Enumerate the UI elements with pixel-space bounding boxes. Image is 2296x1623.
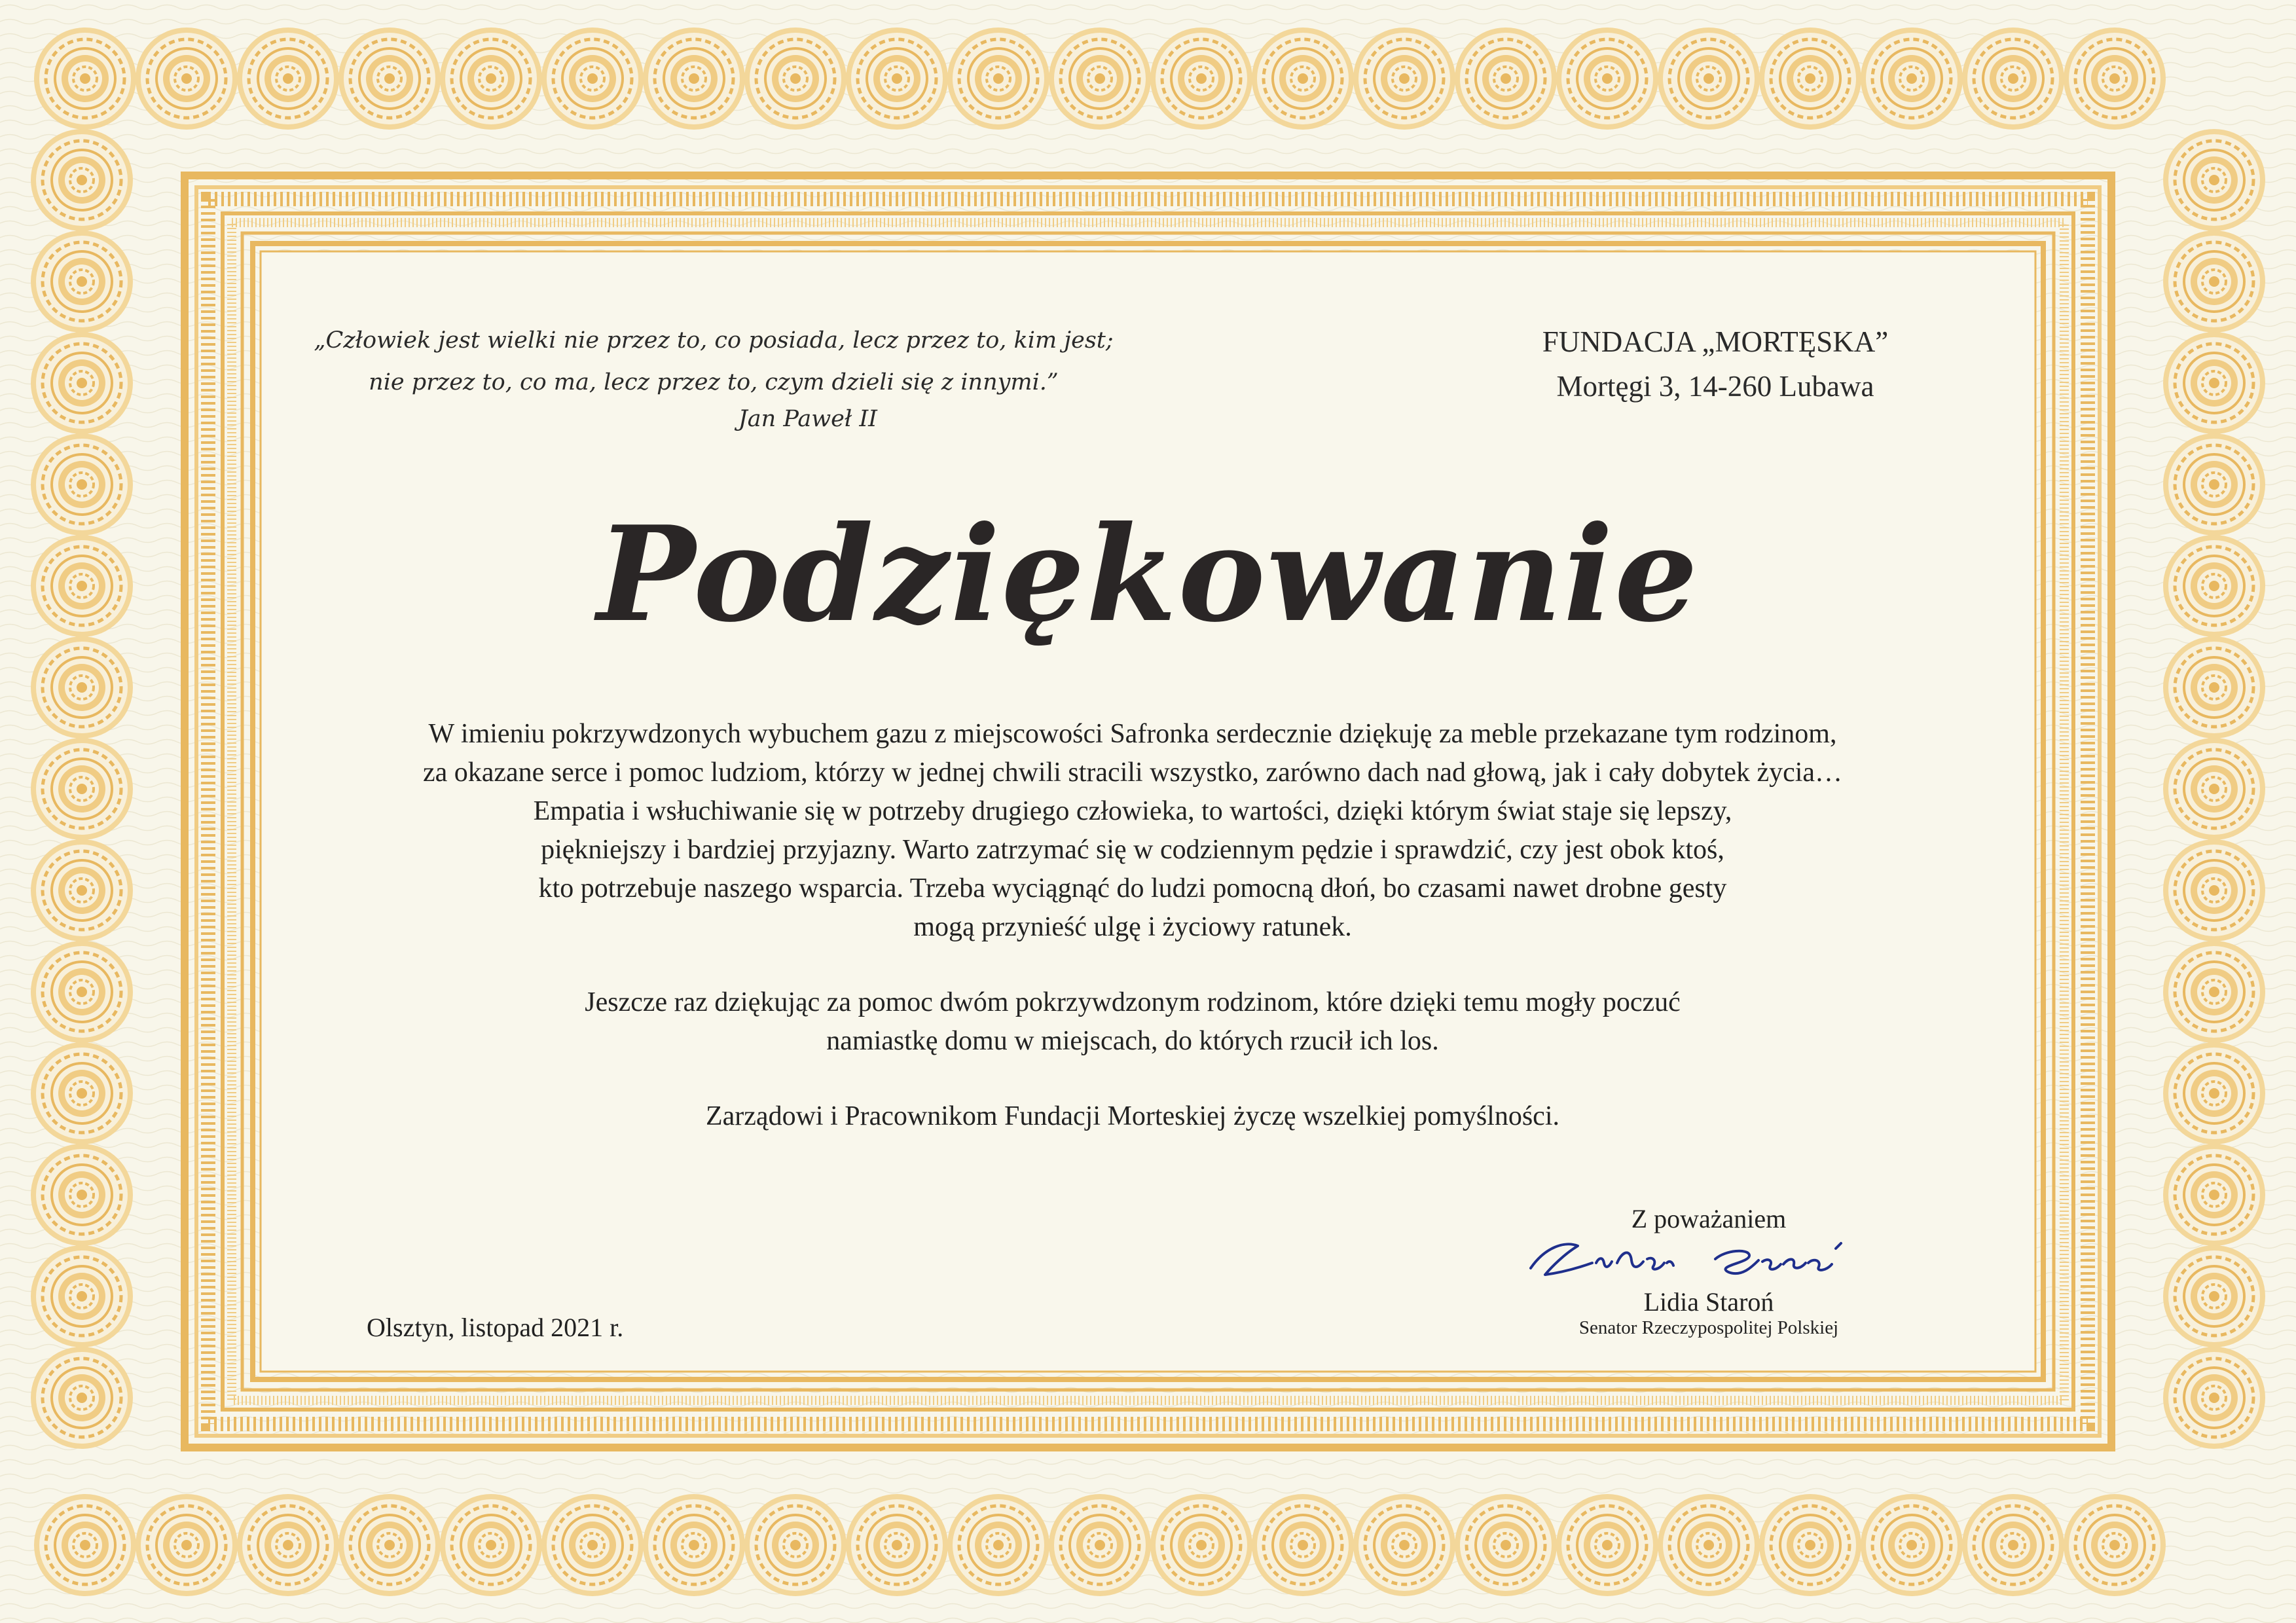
body-line: namiastkę domu w miejscach, do których rzucił ich los.: [826, 1026, 1439, 1056]
signer-name: Lidia Staroń: [1643, 1287, 1774, 1317]
quote: [275, 319, 1152, 403]
body-paragraph-1: [288, 715, 1977, 947]
foundation-address: Mortęgi 3, 14-260 Lubawa: [1556, 370, 1874, 403]
body-line: Empatia i wsłuchiwanie się w potrzeby drugiego człowieka, to wartości, dzięki którym świat staje się lepszy,: [533, 796, 1732, 826]
body-line: W imieniu pokrzywdzonych wybuchem gazu z miejscowości Safronka serdecznie dziękuję za meble przekazane tym rodzinom,: [428, 719, 1837, 749]
certificate-title: Podziękowanie: [596, 498, 1700, 651]
quote-author: Jan Paweł II: [738, 406, 877, 432]
body-line: Jeszcze raz dziękując za pomoc dwóm pokrzywdzonym rodzinom, które dzięki temu mogły poczuć: [585, 987, 1681, 1017]
body-line: mogą przynieść ulgę i życiowy ratunek.: [913, 912, 1352, 942]
body-text: [288, 715, 1977, 1136]
signer-title: Senator Rzeczypospolitej Polskiej: [1578, 1317, 1839, 1338]
handwritten-signature: [1519, 1234, 1886, 1286]
quote-line-1: „Człowiek jest wielki nie przez to, co posiada, lecz przez to, kim jest;: [314, 327, 1114, 354]
body-line: kto potrzebuje naszego wsparcia. Trzeba wyciągnąć do ludzi pomocną dłoń, bo czasami nawet drobne gesty: [538, 873, 1727, 903]
closing-regards: Z poważaniem: [1631, 1204, 1787, 1233]
body-line: Zarządowi i Pracownikom Fundacji Morteskiej życzę wszelkiej pomyślności.: [706, 1101, 1559, 1131]
body-line: za okazane serce i pomoc ludziom, którzy w jednej chwili stracili wszystko, zarówno dach nad głową, jak i cały dobytek życia…: [422, 757, 1843, 788]
body-paragraph-2: [288, 983, 1977, 1061]
body-paragraph-3: [288, 1097, 1977, 1136]
foundation-name: FUNDACJA „MORTĘSKA”: [1542, 325, 1889, 358]
foundation-header: [1440, 319, 1990, 409]
body-line: piękniejszy i bardziej przyjazny. Warto zatrzymać się w codziennym pędzie i sprawdzić, czy jest obok ktoś,: [541, 835, 1724, 865]
place-and-date: Olsztyn, listopad 2021 r.: [367, 1313, 624, 1342]
quote-line-2: nie przez to, co ma, lecz przez to, czym dzieli się z innymi.”: [369, 369, 1059, 395]
